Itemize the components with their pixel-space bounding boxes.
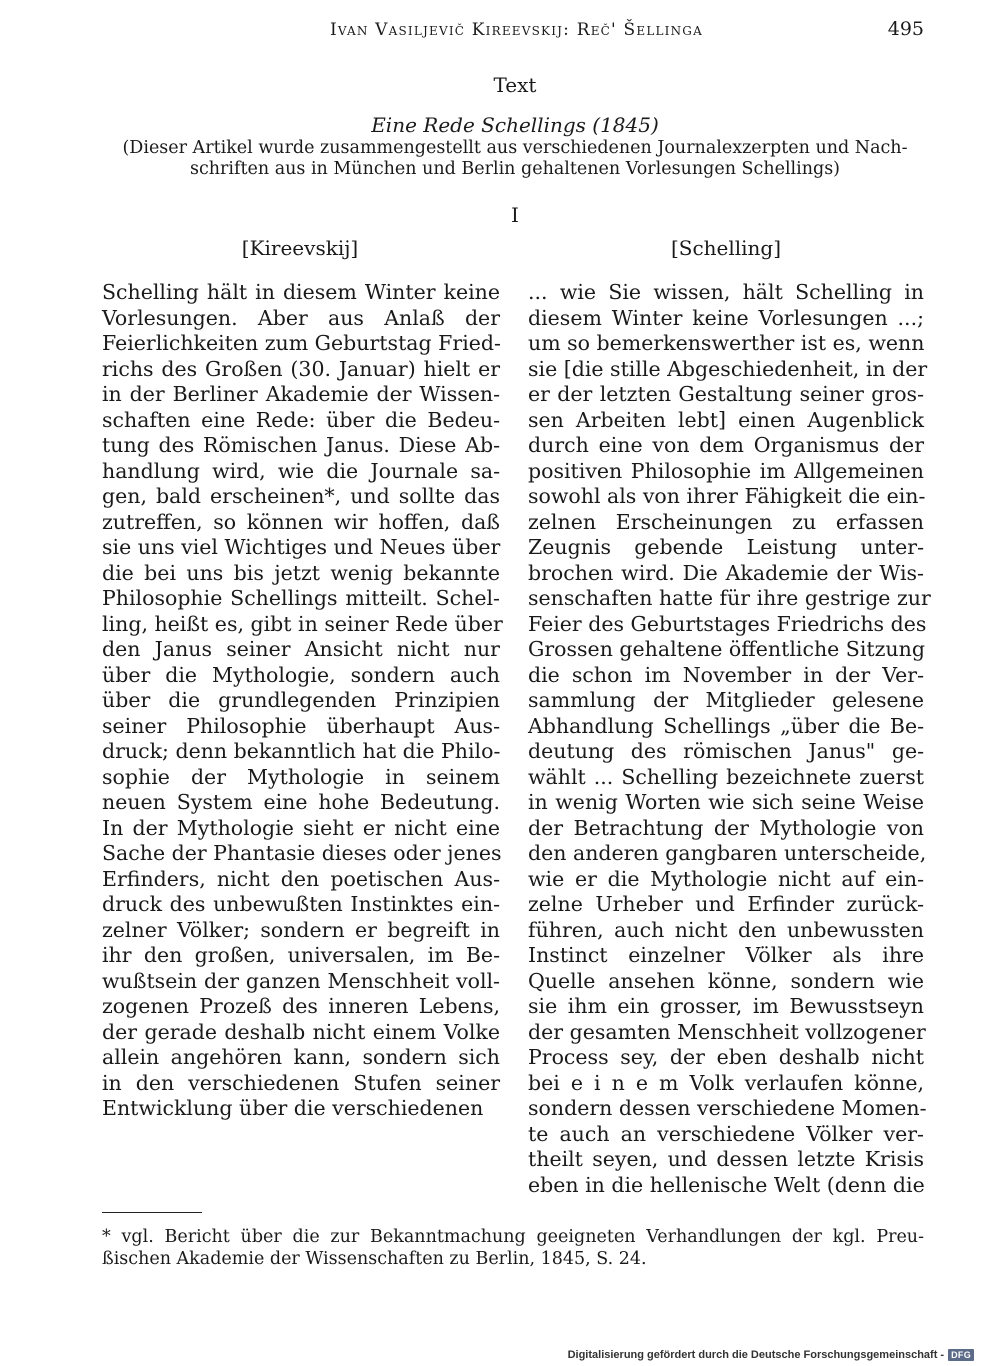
text-line: Process sey, der eben deshalb nicht [528, 1045, 924, 1069]
dfg-logo: DFG [948, 1349, 974, 1361]
text-line: diesem Winter keine Vorlesungen ...; [528, 305, 924, 330]
text-line: druck des unbewußten Instinktes ein- [102, 892, 500, 916]
note-line: schriften aus in München und Berlin gehaltenen Vorlesungen Schellings) [189, 159, 841, 179]
text-line: sowohl als von ihrer Fähigkeit die ein- [528, 484, 926, 508]
footnote [102, 1226, 924, 1270]
text-line: te auch an verschiedene Völker ver- [528, 1121, 924, 1146]
text-line: Entwicklung über die verschiedenen [102, 1096, 484, 1120]
text-line: allein angehören kann, sondern sich [102, 1045, 500, 1069]
footnote-line: * vgl. Bericht über die zur Bekanntmachung geeigneten Verhandlungen der kgl. Preu- [102, 1227, 924, 1247]
text-line: Schelling hält in diesem Winter keine [102, 280, 500, 304]
text-line: durch eine von dem Organismus der [528, 433, 924, 457]
text-line: die schon im November in der Ver- [528, 662, 924, 687]
text-line: über die grundlegenden Prinzipien [102, 688, 500, 712]
text-line: Erfinders, nicht den poetischen Aus- [102, 866, 500, 891]
text-line: zelne Urheber und Erfinder zurück- [528, 892, 924, 916]
text-line: sammlung der Mitglieder gelesene [528, 688, 924, 712]
text-line: ihr den großen, universalen, im Be- [102, 943, 500, 967]
text-line: der gerade deshalb nicht einem Volke [102, 1019, 500, 1044]
text-line: die bei uns bis jetzt wenig bekannte [102, 560, 500, 585]
text-line: ... wie Sie wissen, hält Schelling in [528, 280, 924, 304]
text-line: neuen System eine hohe Bedeutung. [102, 790, 500, 814]
text-line: den anderen gangbaren unterscheide, [528, 841, 927, 865]
text-line: Philosophie Schellings mitteilt. Schel- [102, 586, 500, 610]
text-line: führen, auch nicht den unbewussten [528, 917, 924, 942]
text-line: zelnen Erscheinungen zu erfassen [528, 509, 924, 534]
text-line: Feier des Geburtstages Friedrichs des [528, 611, 927, 636]
text-line: wie er die Mythologie nicht auf ein- [528, 866, 924, 891]
article-editorial-note [100, 138, 930, 180]
text-line: wählt ... Schelling bezeichnete zuerst [528, 764, 924, 789]
text-line: der Betrachtung der Mythologie von [528, 815, 924, 840]
text-line: senschaften hatte für ihre gestrige zur [528, 586, 931, 610]
text-line: in der Berliner Akademie der Wissen- [102, 382, 500, 406]
text-line: Feierlichkeiten zum Geburtstag Fried- [102, 331, 501, 355]
footnote-rule [102, 1212, 202, 1213]
text-line: zelner Völker; sondern er begreift in [102, 917, 500, 942]
text-line: brochen wird. Die Akademie der Wis- [528, 560, 924, 585]
text-line: sie [die stille Abgeschiedenheit, in der [528, 356, 928, 381]
section-label: Text [493, 73, 537, 97]
text-line: Grossen gehaltene öffentliche Sitzung [528, 637, 925, 661]
text-line: sondern dessen verschiedene Momen- [528, 1096, 927, 1120]
text-line: handlung wird, wie die Journale sa- [102, 458, 500, 483]
funding-text: Digitalisierung gefördert durch die Deutsche Forschungsgemeinschaft - [567, 1349, 945, 1361]
text-line: sen Arbeiten lebt] einen Augenblick [528, 407, 924, 432]
text-line: seiner Philosophie überhaupt Aus- [102, 713, 500, 738]
text-line: Zeugnis gebende Leistung unter- [528, 535, 924, 559]
article-title: Eine Rede Schellings (1845) [371, 113, 659, 137]
text-line: zutreffen, so können wir hoffen, daß [102, 509, 500, 534]
text-line: Vorlesungen. Aber aus Anlaß der [102, 305, 500, 330]
text-line: den Janus seiner Ansicht nicht nur [102, 637, 500, 661]
text-line: Quelle ansehen könne, sondern wie [528, 968, 924, 993]
text-line: wußtsein der ganzen Menschheit voll- [102, 968, 500, 993]
page-number: 495 [887, 18, 924, 40]
text-line: druck; denn bekanntlich hat die Philo- [102, 739, 501, 763]
text-line: positiven Philosophie im Allgemeinen [528, 458, 924, 483]
note-line: (Dieser Artikel wurde zusammengestellt aus verschiedenen Journalexzerpten und Nach- [122, 138, 908, 158]
text-line: der gesamten Menschheit vollzogener [528, 1019, 926, 1044]
running-head: Ivan Vasiljevič Kireevskij: Reč' Šellinga [330, 20, 703, 40]
text-line: eben in die hellenische Welt (denn die [528, 1172, 925, 1197]
text-line: er der letzten Gestaltung seiner gros- [528, 382, 924, 406]
text-line: ling, heißt es, gibt in seiner Rede über [102, 611, 503, 636]
text-line: in den verschiedenen Stufen seiner [102, 1070, 500, 1095]
text-line: gen, bald erscheinen*, und sollte das [102, 484, 500, 508]
kireevskij-column-text [102, 280, 503, 1122]
text-line: tung des Römischen Janus. Diese Ab- [102, 433, 500, 457]
text-line: um so bemerkenswerther ist es, wenn [528, 331, 925, 355]
text-line: richs des Großen (30. Januar) hielt er [102, 356, 500, 381]
text-line: zogenen Prozeß des inneren Lebens, [102, 994, 500, 1018]
text-line: in wenig Worten wie sich seine Weise [528, 790, 924, 814]
text-line: bei e i n e m Volk verlaufen könne, [528, 1070, 924, 1095]
text-line: Instinct einzelner Völker als ihre [528, 943, 924, 967]
part-numeral: I [511, 203, 519, 227]
text-line: über die Mythologie, sondern auch [102, 662, 500, 687]
footnote-line: ßischen Akademie der Wissenschaften zu Berlin, 1845, S. 24. [102, 1249, 647, 1269]
text-line: sie uns viel Wichtiges und Neues über [102, 535, 501, 559]
text-line: sophie der Mythologie in seinem [102, 764, 500, 789]
text-line: Sache der Phantasie dieses oder jenes [102, 841, 502, 865]
schelling-column-text [528, 280, 931, 1198]
text-line: Abhandlung Schellings „über die Be- [528, 713, 924, 738]
text-line: theilt seyen, und dessen letzte Krisis [528, 1147, 924, 1171]
column-heading-schelling: [Schelling] [670, 236, 782, 260]
column-heading-kireevskij: [Kireevskij] [241, 236, 359, 260]
text-line: sie ihm ein grosser, im Bewusstseyn [528, 994, 924, 1018]
text-line: In der Mythologie sieht er nicht eine [102, 815, 500, 840]
text-line: deutung des römischen Janus" ge- [528, 739, 924, 763]
text-line: schaften eine Rede: über die Bedeu- [102, 407, 500, 432]
funding-note [568, 1349, 974, 1361]
